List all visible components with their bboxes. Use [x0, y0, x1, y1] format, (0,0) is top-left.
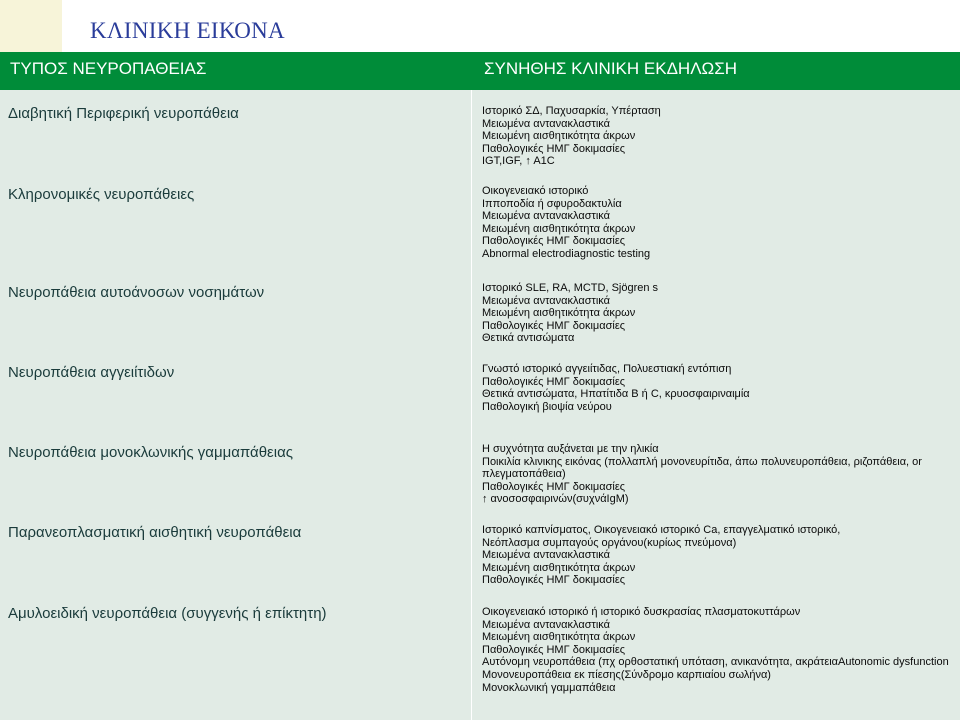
manifestation-line: Μειωμένα αντανακλαστικά: [482, 294, 611, 307]
manifestation-line: Μειωμένη αισθητικότητα άκρων: [482, 307, 636, 320]
table-row: [0, 272, 960, 355]
manifestation-line: Μονοκλωνική γαμμαπάθεια: [482, 681, 616, 694]
manifestation-line: Μειωμένα αντανακλαστικά: [482, 117, 611, 130]
neuropathy-type: Αμυλοειδική νευροπάθεια (συγγενής ή επίκτητη): [8, 605, 327, 622]
manifestation-line: Παθολογικές ΗΜΓ δοκιμασίες: [482, 643, 626, 656]
manifestation-line: Μειωμένη αισθητικότητα άκρων: [482, 130, 636, 143]
neuropathy-type: Διαβητική Περιφερική νευροπάθεια: [8, 105, 239, 122]
manifestation-line: Οικογενειακό ιστορικό ή ιστορικό δυσκρασίας πλασματοκυττάρων: [482, 606, 801, 618]
manifestation-line: Νεόπλασμα συμπαγούς οργάνου(κυρίως πνεύμονα): [482, 536, 737, 549]
manifestation-line: Μειωμένα αντανακλαστικά: [482, 549, 611, 562]
manifestation-line: Ποικιλία κλινικης εικόνας (πολλαπλή μονονευρίτιδα, άπω πολυνευροπάθεια, ριζοπάθεια, οr: [482, 455, 922, 468]
clinical-manifestation: [472, 437, 960, 515]
manifestation-line: πλεγματοπάθεια): [482, 468, 566, 481]
manifestation-line: Παθολογικές ΗΜΓ δοκιμασίες: [482, 574, 626, 587]
table-row: [0, 90, 960, 174]
manifestation-line: Παθολογικές ΗΜΓ δοκιμασίες: [482, 480, 626, 493]
page-title: ΚΛΙΝΙΚΗ ΕΙΚΟΝΑ: [90, 18, 285, 43]
header-type: ΤΥΠΟΣ ΝΕΥΡΟΠΑΘΕΙΑΣ: [0, 52, 472, 90]
manifestation-line: Παθολογική βιοψία νεύρου: [482, 400, 612, 413]
neuropathy-type: Κληρονομικές νευροπάθειες: [8, 186, 195, 203]
manifestation-line: ↑ ανοσοσφαιρινών(συχνάIgM): [482, 493, 629, 506]
manifestation-line: Μειωμένη αισθητικότητα άκρων: [482, 631, 636, 644]
manifestation-line: Abnormal electrodiagnostic testing: [482, 247, 651, 260]
clinical-manifestation: [472, 174, 960, 272]
manifestation-line: Η συχνότητα αυξάνεται με την ηλικία: [482, 443, 659, 455]
neuropathy-type: Νευροπάθεια αγγειίτιδων: [8, 364, 175, 381]
clinical-manifestation: [472, 355, 960, 437]
header-manifestation: ΣΥΝΗΘΗΣ ΚΛΙΝΙΚΗ ΕΚΔΗΛΩΣΗ: [472, 52, 960, 90]
manifestation-line: Παθολογικές ΗΜΓ δοκιμασίες: [482, 375, 626, 388]
manifestation-line: Αυτόνομη νευροπάθεια (πχ ορθοστατική υπόταση, ανικανότητα, ακράτειαAutonomic dysfunction: [482, 656, 949, 669]
manifestation-line: Παθολογικές ΗΜΓ δοκιμασίες: [482, 142, 626, 155]
table-row: [0, 597, 960, 720]
manifestation-line: Μειωμένη αισθητικότητα άκρων: [482, 222, 636, 235]
manifestation-line: Παθολογικές ΗΜΓ δοκιμασίες: [482, 319, 626, 332]
clinical-manifestation: [472, 515, 960, 597]
manifestation-line: Μειωμένα αντανακλαστικά: [482, 210, 611, 223]
table-row: [0, 437, 960, 515]
manifestation-line: Ιπποποδία ή σφυροδακτυλία: [482, 197, 622, 210]
title-accent-block: [0, 0, 62, 52]
neuropathy-type: Νευροπάθεια αυτοάνοσων νοσημάτων: [8, 284, 265, 301]
manifestation-line: Ιστορικό SLE, RA, MCTD, Sjögren s: [482, 282, 659, 294]
neuropathy-type: Νευροπάθεια μονοκλωνικής γαμμαπάθειας: [8, 444, 293, 461]
manifestation-line: Ιστορικό καπνίσματος, Οικογενειακό ιστορικό Ca, επαγγελματικό ιστορικό,: [482, 524, 841, 536]
manifestation-line: Θετικά αντισώματα: [482, 332, 575, 345]
manifestation-line: Μονονευροπάθεια εκ πίεσης(Σύνδρομο καρπιαίου σωλήνα): [482, 668, 771, 681]
manifestation-line: Μειωμένα αντανακλαστικά: [482, 618, 611, 631]
manifestation-line: IGT,IGF, ↑ A1C: [482, 155, 555, 168]
clinical-manifestation: [472, 90, 960, 174]
manifestation-line: Μειωμένη αισθητικότητα άκρων: [482, 561, 636, 574]
clinical-manifestation: [472, 597, 960, 720]
manifestation-line: Παθολογικές ΗΜΓ δοκιμασίες: [482, 235, 626, 248]
table-row: [0, 515, 960, 597]
manifestation-line: Θετικά αντισώματα, Ηπατίτιδα B ή C, κρυοσφαιριναιμία: [482, 388, 750, 401]
table-row: [0, 355, 960, 437]
table-row: [0, 174, 960, 272]
manifestation-line: Γνωστό ιστορικό αγγειίτιδας, Πολυεστιακή εντόπιση: [482, 363, 732, 375]
manifestation-line: Οικογενειακό ιστορικό: [482, 185, 589, 197]
clinical-manifestation: [472, 272, 960, 355]
manifestation-line: Ιστορικό ΣΔ, Παχυσαρκία, Υπέρταση: [482, 105, 661, 117]
neuropathy-type: Παρανεοπλασματική αισθητική νευροπάθεια: [8, 524, 302, 541]
